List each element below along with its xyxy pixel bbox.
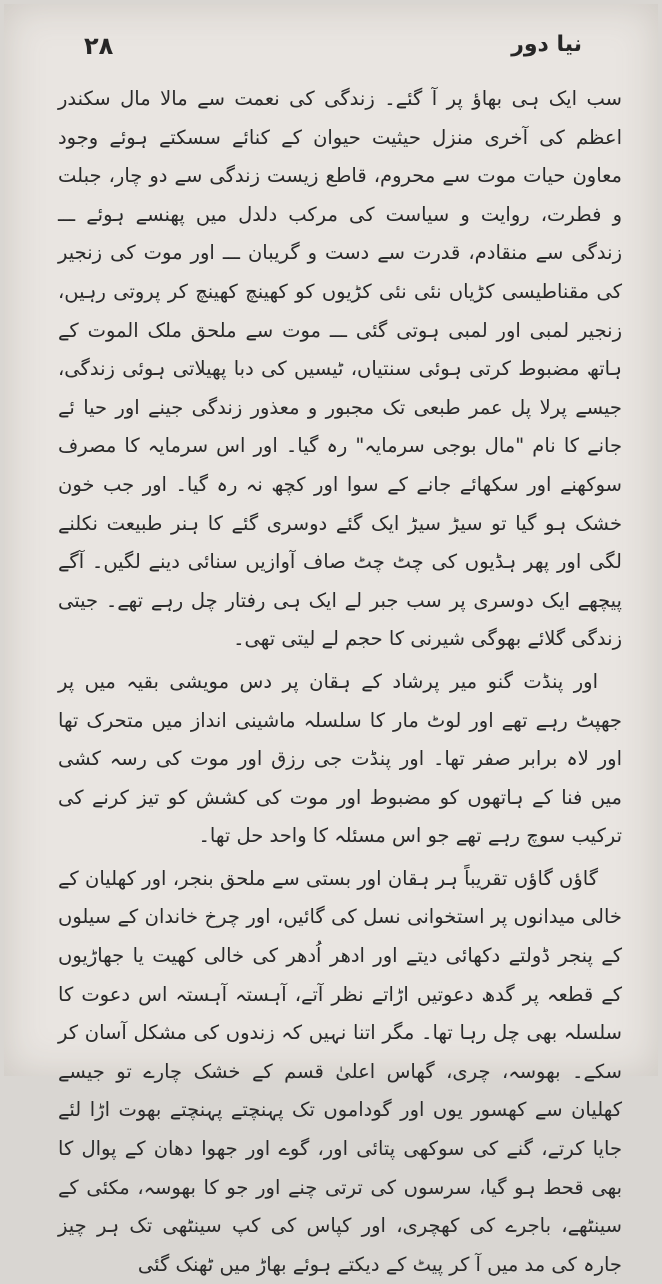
- paragraph: اور پنڈت گنو میر پرشاد کے ہقان پر دس مویشی بقیہ میں پر جھپٹ رہے تھے اور لوٹ مار کا سلسلہ ماشینی انداز میں متحرک تھا اور لاہ برابر صفر تھا۔ اور پنڈت جی رزق اور موت کی رسہ کشی میں فنا کے ہاتھوں کو مضبوط اور موت کی کشش کو تیز کرنے کی ترکیب سوچ رہے تھے جو اس مسئلہ کا واحد حل تھا۔: [58, 669, 622, 848]
- book-page: [4, 4, 658, 1276]
- page-number: ۲۸: [84, 32, 114, 60]
- paragraph: گاؤں گاؤں تقریباً ہر ہقان اور بستی سے ملحق بنجر، اور کھلیان کے خالی میدانوں پر استخوانی نسل کی گائیں، اور چرخ خاندان کے سیلوں کے پنجر ڈولتے دکھائی دیتے اور ادھر اُدھر کی خالی کھیت یا جھاڑیوں کے قطعہ پر گدھ دعوتیں اڑاتے نظر آتے، آہستہ آہستہ اس دعوت کا سلسلہ بھی چل رہا تھا۔ مگر اتنا نہیں کہ زندوں کی مشکل آسان کر سکے۔ بھوسہ، چری، گھاس اعلیٰ قسم کے خشک چارے تو جیسے کھلیان سے کھسور یوں اور گوداموں تک پہنچتے پہنچتے بھوت اڑا لئے جایا کرتے، گنے کی سوکھی پتائی اور، گوے اور جھوا دھان کے پوال کا بھی قحط ہو گیا، سرسوں کی ترتی چنے اور جو کا بھوسہ، مکئی کے سینٹھے، باجرے کی کھچری، اور کپاس کی کپ سینٹھی تک ہر چیز جارہ کی مد میں آ کر پیٹ کے دیکتے ہوئے بھاڑ میں ٹھنک گئی: [58, 866, 622, 1276]
- paragraph: سب ایک ہی بھاؤ پر آ گئے۔ زندگی کی نعمت سے مالا مال سکندر اعظم کی آخری منزل حیثیت حیوان کے کنائے سسکتے ہوئے وجود معاون حیات موت سے محروم، قاطع زیست زندگی سے دو چار، جبلت و فطرت، روایت و سیاست کی مرکب دلدل میں پھنسے ہوئے ـــ زندگی سے منقادم، قدرت سے دست و گریبان ـــ اور موت کی زنجیر کی مقناطیسی کڑیاں نئی نئی کڑیوں کو کھینچ کھینچ کر پروتی رہیں، زنجیر لمبی اور لمبی ہوتی گئی ـــ موت سے ملحق ملک الموت کے ہاتھ مضبوط کرتی ہوئی سنتیاں، ٹیسیں کی دبا پھیلاتی ہوئی زندگی، جیسے پرلا پل عمر طبعی تک مجبور و معذور زندگی جینے اور حیا ئے جانے کا نام "مال بوجی سرمایہ" رہ گیا۔ اور اس سرمایہ کا مصرف سوکھنے اور سکھائے جانے کے سوا اور کچھ نہ رہ گیا۔ اور جب خون خشک ہو گیا تو سیڑ سیڑ ایک گئے دوسری گئے کا ہنر طبیعت نکلنے لگی اور پھر ہڈیوں کی چٹ چٹ صاف آوازیں سنائی دینے لگیں۔ آگے پیچھے ایک دوسری پر سب جبر لے ایک ہی رفتار چل رہے تھے۔ جیتی زندگی گلائے بھوگی شیرنی کا حجم لے لیتی تھی۔: [58, 87, 622, 651]
- page-header: [4, 32, 658, 66]
- page-body: [58, 80, 622, 1276]
- running-title: نیا دور: [511, 32, 582, 57]
